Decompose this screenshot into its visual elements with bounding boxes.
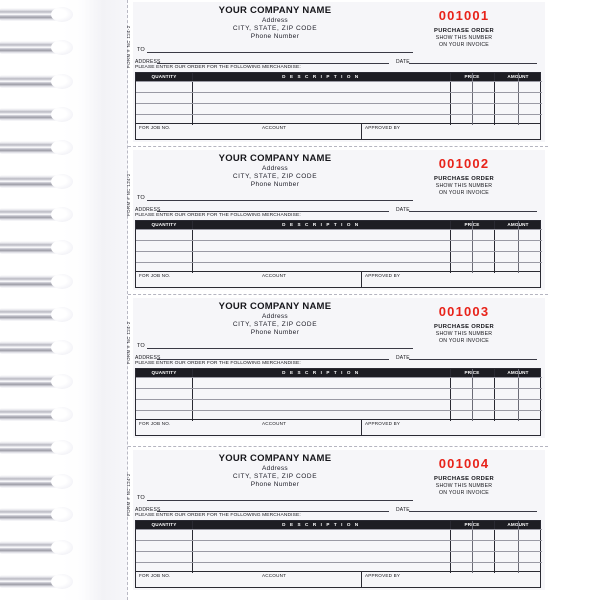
binding-coil (0, 575, 62, 588)
address-input-line[interactable] (157, 211, 389, 212)
purchase-order-title: PURCHASE ORDER (434, 176, 494, 182)
form-code-label: FORM # NC 124-2 (126, 321, 131, 364)
approved-by-label: APPROVED BY (365, 273, 401, 278)
date-label: DATE (396, 507, 410, 513)
purchase-order-note-line1: SHOW THIS NUMBER (435, 331, 493, 337)
column-header-quantity: QUANTITY (151, 370, 177, 375)
column-header-amount: AMOUNT (507, 370, 529, 375)
binding-coil (0, 8, 62, 21)
date-label: DATE (396, 207, 410, 213)
address-input-line[interactable] (157, 511, 389, 512)
binding-coil (0, 41, 62, 54)
purchase-order-note-line1: SHOW THIS NUMBER (435, 483, 493, 489)
column-header-amount: AMOUNT (507, 522, 529, 527)
purchase-order-title: PURCHASE ORDER (434, 324, 494, 330)
horizontal-perforation-line (128, 446, 548, 447)
company-city-state-zip: CITY, STATE, ZIP CODE (232, 321, 318, 328)
footer-column-divider (361, 572, 362, 587)
date-label: DATE (396, 59, 410, 65)
address-input-line[interactable] (157, 359, 389, 360)
column-header-description: D E S C R I P T I O N (282, 370, 360, 375)
binding-coil (0, 275, 62, 288)
purchase-order-number: 001004 (438, 456, 490, 471)
footer-column-divider (361, 272, 362, 287)
company-city-state-zip: CITY, STATE, ZIP CODE (232, 173, 318, 180)
line-item-row-divider[interactable] (136, 410, 542, 411)
date-label: DATE (396, 355, 410, 361)
form-code-label: FORM # NC 124-2 (126, 473, 131, 516)
line-items-table (135, 520, 541, 572)
account-label: ACCOUNT (262, 125, 287, 130)
for-job-no-label: FOR JOB NO. (139, 273, 171, 278)
binding-coil (0, 508, 62, 521)
approved-by-label: APPROVED BY (365, 573, 401, 578)
binding-coil (0, 241, 62, 254)
company-name: YOUR COMPANY NAME (218, 153, 332, 164)
column-header-description: D E S C R I P T I O N (282, 74, 360, 79)
purchase-order-number: 001003 (438, 304, 490, 319)
date-input-line[interactable] (409, 63, 537, 64)
date-input-line[interactable] (409, 359, 537, 360)
purchase-order-number: 001002 (438, 156, 490, 171)
line-item-row-divider[interactable] (136, 251, 542, 252)
purchase-order-note-line1: SHOW THIS NUMBER (435, 183, 493, 189)
column-header-amount: AMOUNT (507, 74, 529, 79)
binding-coil (0, 308, 62, 321)
line-item-row-divider[interactable] (136, 114, 542, 115)
to-input-line[interactable] (147, 52, 413, 53)
account-label: ACCOUNT (262, 421, 287, 426)
company-phone: Phone Number (250, 181, 300, 188)
footer-column-divider (361, 420, 362, 435)
for-job-no-label: FOR JOB NO. (139, 125, 171, 130)
account-label: ACCOUNT (262, 573, 287, 578)
binding-coil (0, 208, 62, 221)
horizontal-perforation-line (128, 294, 548, 295)
purchase-order-note-line1: SHOW THIS NUMBER (435, 35, 493, 41)
column-header-quantity: QUANTITY (151, 522, 177, 527)
address-label: ADDRESS (135, 507, 161, 513)
line-item-row-divider[interactable] (136, 240, 542, 241)
form-footer-row (135, 420, 541, 436)
spiral-binding (62, 0, 128, 600)
line-item-row-divider[interactable] (136, 92, 542, 93)
company-city-state-zip: CITY, STATE, ZIP CODE (232, 473, 318, 480)
form-code-label: FORM # NC 124-2 (126, 25, 131, 68)
order-instruction-text: PLEASE ENTER OUR ORDER FOR THE FOLLOWING MERCHANDISE: (135, 513, 301, 518)
line-item-row-divider[interactable] (136, 529, 542, 530)
company-name: YOUR COMPANY NAME (218, 453, 332, 464)
for-job-no-label: FOR JOB NO. (139, 421, 171, 426)
binding-coil (0, 141, 62, 154)
binding-coil (0, 375, 62, 388)
line-item-row-divider[interactable] (136, 103, 542, 104)
column-header-quantity: QUANTITY (151, 74, 177, 79)
line-items-table (135, 368, 541, 420)
company-phone: Phone Number (250, 329, 300, 336)
company-address: Address (262, 465, 288, 472)
purchase-order-number: 001001 (438, 8, 490, 23)
to-input-line[interactable] (147, 200, 413, 201)
line-item-row-divider[interactable] (136, 562, 542, 563)
address-label: ADDRESS (135, 207, 161, 213)
approved-by-label: APPROVED BY (365, 421, 401, 426)
date-input-line[interactable] (409, 211, 537, 212)
line-items-table (135, 220, 541, 272)
form-footer-row (135, 272, 541, 288)
for-job-no-label: FOR JOB NO. (139, 573, 171, 578)
company-name: YOUR COMPANY NAME (218, 5, 332, 16)
to-label: TO (137, 343, 145, 349)
company-phone: Phone Number (250, 481, 300, 488)
account-label: ACCOUNT (262, 273, 287, 278)
line-item-row-divider[interactable] (136, 399, 542, 400)
purchase-order-title: PURCHASE ORDER (434, 476, 494, 482)
line-item-row-divider[interactable] (136, 229, 542, 230)
line-item-row-divider[interactable] (136, 262, 542, 263)
company-address: Address (262, 17, 288, 24)
purchase-order-form (126, 298, 545, 438)
purchase-order-form (126, 2, 545, 142)
purchase-order-form (126, 450, 545, 590)
company-city-state-zip: CITY, STATE, ZIP CODE (232, 25, 318, 32)
column-header-amount: AMOUNT (507, 222, 529, 227)
binding-coil (0, 341, 62, 354)
company-name: YOUR COMPANY NAME (218, 301, 332, 312)
purchase-order-title: PURCHASE ORDER (434, 28, 494, 34)
column-header-description: D E S C R I P T I O N (282, 222, 360, 227)
form-code-label: FORM # NC 124-2 (126, 173, 131, 216)
company-address: Address (262, 313, 288, 320)
to-label: TO (137, 495, 145, 501)
column-header-price: PRICE (464, 522, 480, 527)
binding-coil (0, 75, 62, 88)
to-input-line[interactable] (147, 500, 413, 501)
footer-column-divider (361, 124, 362, 139)
column-header-quantity: QUANTITY (151, 222, 177, 227)
line-item-row-divider[interactable] (136, 388, 542, 389)
to-label: TO (137, 47, 145, 53)
order-instruction-text: PLEASE ENTER OUR ORDER FOR THE FOLLOWING MERCHANDISE: (135, 361, 301, 366)
binding-coil (0, 108, 62, 121)
line-items-table (135, 72, 541, 124)
purchase-order-note-line2: ON YOUR INVOICE (439, 190, 489, 196)
line-item-row-divider[interactable] (136, 81, 542, 82)
address-label: ADDRESS (135, 355, 161, 361)
line-item-row-divider[interactable] (136, 551, 542, 552)
to-input-line[interactable] (147, 348, 413, 349)
binding-coil (0, 475, 62, 488)
binding-coil (0, 175, 62, 188)
address-input-line[interactable] (157, 63, 389, 64)
form-footer-row (135, 124, 541, 140)
column-header-description: D E S C R I P T I O N (282, 522, 360, 527)
purchase-order-note-line2: ON YOUR INVOICE (439, 42, 489, 48)
company-address: Address (262, 165, 288, 172)
column-header-price: PRICE (464, 370, 480, 375)
company-phone: Phone Number (250, 33, 300, 40)
approved-by-label: APPROVED BY (365, 125, 401, 130)
to-label: TO (137, 195, 145, 201)
order-instruction-text: PLEASE ENTER OUR ORDER FOR THE FOLLOWING MERCHANDISE: (135, 213, 301, 218)
order-instruction-text: PLEASE ENTER OUR ORDER FOR THE FOLLOWING MERCHANDISE: (135, 65, 301, 70)
purchase-order-form (126, 150, 545, 290)
column-header-price: PRICE (464, 222, 480, 227)
purchase-order-note-line2: ON YOUR INVOICE (439, 490, 489, 496)
date-input-line[interactable] (409, 511, 537, 512)
horizontal-perforation-line (128, 146, 548, 147)
line-item-row-divider[interactable] (136, 377, 542, 378)
binding-coil (0, 408, 62, 421)
line-item-row-divider[interactable] (136, 540, 542, 541)
column-header-price: PRICE (464, 74, 480, 79)
purchase-order-note-line2: ON YOUR INVOICE (439, 338, 489, 344)
binding-coil (0, 541, 62, 554)
binding-coil (0, 441, 62, 454)
form-footer-row (135, 572, 541, 588)
address-label: ADDRESS (135, 59, 161, 65)
